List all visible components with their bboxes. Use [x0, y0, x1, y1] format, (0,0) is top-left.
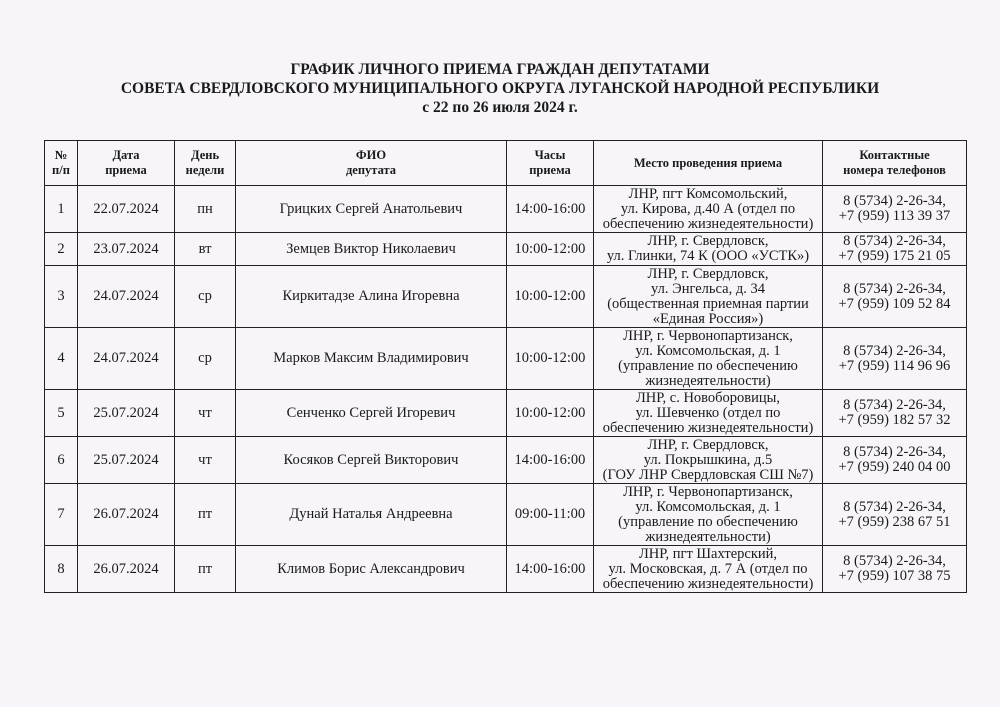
header-phones-line: номера телефонов — [843, 163, 946, 177]
header-date-line: Дата — [112, 148, 140, 162]
reception-place-line: ул. Комсомольская, д. 1 — [635, 498, 781, 515]
weekday: чт — [175, 437, 236, 484]
deputy-name: Сенченко Сергей Игоревич — [236, 390, 507, 437]
reception-date: 23.07.2024 — [78, 233, 175, 266]
table-row — [45, 390, 967, 437]
reception-place-line: (ГОУ ЛНР Свердловская СШ №7) — [602, 466, 814, 483]
reception-place-line: ЛНР, г. Свердловск, — [647, 233, 769, 249]
reception-place-line: ЛНР, г. Червонопартизанск, — [623, 483, 793, 500]
contact-phones — [823, 437, 967, 484]
reception-place-line: (управление по обеспечению — [618, 513, 798, 530]
row-number: 6 — [45, 437, 78, 484]
weekday: вт — [175, 233, 236, 266]
reception-place-line: ул. Покрышкина, д.5 — [643, 451, 773, 468]
schedule-table — [44, 140, 967, 593]
contact-phones-line: +7 (959) 113 39 37 — [838, 208, 951, 224]
reception-hours: 14:00-16:00 — [507, 437, 594, 484]
deputy-name: Киркитадзе Алина Игоревна — [236, 266, 507, 328]
row-number: 5 — [45, 390, 78, 437]
reception-date: 24.07.2024 — [78, 328, 175, 390]
contact-phones — [823, 546, 967, 593]
title-line-2: СОВЕТА СВЕРДЛОВСКОГО МУНИЦИПАЛЬНОГО ОКРУГА ЛУГАНСКОЙ НАРОДНОЙ РЕСПУБЛИКИ — [120, 80, 880, 97]
header-day-line: недели — [185, 163, 225, 177]
reception-place-line: ул. Комсомольская, д. 1 — [635, 342, 781, 359]
deputy-name: Дунай Наталья Андреевна — [236, 484, 507, 546]
reception-place-line: ул. Московская, д. 7 А (отдел по — [608, 560, 808, 577]
contact-phones-line: 8 (5734) 2-26-34, — [843, 280, 946, 297]
contact-phones-line: 8 (5734) 2-26-34, — [843, 498, 946, 515]
header-phones — [823, 141, 967, 186]
reception-place-line: обеспечению жизнедеятельности) — [602, 215, 814, 232]
header-day-line: День — [190, 148, 220, 162]
reception-place-line: (общественная приемная партии — [607, 295, 809, 312]
row-number: 4 — [45, 328, 78, 390]
header-name-line: депутата — [345, 163, 397, 177]
reception-place-line: обеспечению жизнедеятельности) — [602, 575, 814, 592]
reception-place-line: обеспечению жизнедеятельности) — [602, 419, 814, 436]
row-number: 1 — [45, 186, 78, 233]
contact-phones — [823, 186, 967, 233]
weekday: чт — [175, 390, 236, 437]
deputy-name: Климов Борис Александрович — [236, 546, 507, 593]
contact-phones-line: 8 (5734) 2-26-34, — [843, 553, 946, 569]
weekday: ср — [175, 266, 236, 328]
header-hours-line: приема — [529, 163, 571, 177]
weekday: ср — [175, 328, 236, 390]
table-row — [45, 484, 967, 546]
table-row — [45, 328, 967, 390]
reception-place-line: ЛНР, г. Червонопартизанск, — [623, 327, 793, 344]
reception-place — [594, 186, 823, 233]
reception-place — [594, 437, 823, 484]
reception-place-line: ул. Шевченко (отдел по — [635, 404, 781, 421]
reception-hours: 10:00-12:00 — [507, 266, 594, 328]
reception-place-line: ЛНР, г. Свердловск, — [647, 265, 769, 282]
reception-date: 26.07.2024 — [78, 484, 175, 546]
header-place-line: Место проведения приема — [633, 155, 783, 170]
reception-date: 25.07.2024 — [78, 390, 175, 437]
weekday: пн — [175, 186, 236, 233]
reception-place-line: ЛНР, пгт Шахтерский, — [638, 545, 778, 562]
reception-place — [594, 390, 823, 437]
reception-place-line: ул. Кирова, д.40 А (отдел по — [620, 200, 796, 217]
contact-phones — [823, 328, 967, 390]
table-row — [45, 546, 967, 593]
deputy-name: Косяков Сергей Викторович — [236, 437, 507, 484]
reception-date: 24.07.2024 — [78, 266, 175, 328]
header-num-line: № — [54, 148, 68, 162]
reception-hours: 10:00-12:00 — [507, 328, 594, 390]
row-number: 3 — [45, 266, 78, 328]
header-place — [594, 141, 823, 186]
reception-place — [594, 266, 823, 328]
contact-phones-line: +7 (959) 175 21 05 — [838, 248, 951, 264]
header-num-line: п/п — [52, 163, 70, 177]
header-phones-line: Контактные — [859, 148, 930, 162]
contact-phones-line: +7 (959) 107 38 75 — [838, 568, 951, 584]
weekday: пт — [175, 484, 236, 546]
reception-place — [594, 328, 823, 390]
header-num — [45, 141, 78, 186]
reception-place-line: ЛНР, г. Свердловск, — [647, 436, 769, 453]
contact-phones-line: 8 (5734) 2-26-34, — [843, 397, 946, 413]
reception-place-line: ул. Глинки, 74 К (ООО «УСТК») — [606, 248, 810, 264]
contact-phones — [823, 233, 967, 266]
header-hours-line: Часы — [534, 148, 566, 162]
contact-phones — [823, 484, 967, 546]
table-row — [45, 266, 967, 328]
table-row — [45, 437, 967, 484]
reception-date: 26.07.2024 — [78, 546, 175, 593]
weekday: пт — [175, 546, 236, 593]
header-name — [236, 141, 507, 186]
header-date-line: приема — [105, 163, 147, 177]
table-row — [45, 233, 967, 266]
contact-phones — [823, 266, 967, 328]
row-number: 8 — [45, 546, 78, 593]
title-line-1: ГРАФИК ЛИЧНОГО ПРИЕМА ГРАЖДАН ДЕПУТАТАМИ — [290, 61, 710, 78]
contact-phones — [823, 390, 967, 437]
reception-place-line: (управление по обеспечению — [618, 357, 798, 374]
deputy-name: Марков Максим Владимирович — [236, 328, 507, 390]
header-hours — [507, 141, 594, 186]
document-title — [0, 60, 1000, 117]
contact-phones-line: +7 (959) 240 04 00 — [838, 459, 951, 475]
reception-hours: 10:00-12:00 — [507, 233, 594, 266]
reception-place-line: жизнедеятельности) — [645, 528, 771, 545]
contact-phones-line: +7 (959) 114 96 96 — [838, 357, 951, 374]
contact-phones-line: 8 (5734) 2-26-34, — [843, 233, 946, 249]
reception-place — [594, 233, 823, 266]
table-body — [45, 186, 967, 593]
reception-place-line: жизнедеятельности) — [645, 372, 771, 389]
reception-place-line: ул. Энгельса, д. 34 — [651, 280, 765, 297]
reception-date: 22.07.2024 — [78, 186, 175, 233]
row-number: 7 — [45, 484, 78, 546]
contact-phones-line: 8 (5734) 2-26-34, — [843, 342, 946, 359]
table-row — [45, 186, 967, 233]
contact-phones-line: 8 (5734) 2-26-34, — [843, 444, 946, 460]
title-line-3: с 22 по 26 июля 2024 г. — [422, 99, 578, 116]
header-day — [175, 141, 236, 186]
contact-phones-line: +7 (959) 182 57 32 — [838, 412, 951, 428]
reception-place-line: ЛНР, с. Новоборовицы, — [635, 389, 781, 406]
reception-hours: 09:00-11:00 — [507, 484, 594, 546]
reception-place-line: ЛНР, пгт Комсомольский, — [628, 185, 788, 202]
reception-hours: 14:00-16:00 — [507, 546, 594, 593]
header-date — [78, 141, 175, 186]
deputy-name: Земцев Виктор Николаевич — [236, 233, 507, 266]
contact-phones-line: 8 (5734) 2-26-34, — [843, 193, 946, 209]
row-number: 2 — [45, 233, 78, 266]
reception-place — [594, 546, 823, 593]
table-header-row — [45, 141, 967, 186]
deputy-name: Грицких Сергей Анатольевич — [236, 186, 507, 233]
reception-hours: 10:00-12:00 — [507, 390, 594, 437]
reception-place — [594, 484, 823, 546]
contact-phones-line: +7 (959) 238 67 51 — [838, 513, 951, 530]
reception-date: 25.07.2024 — [78, 437, 175, 484]
reception-place-line: «Единая Россия») — [652, 310, 764, 327]
header-name-line: ФИО — [355, 148, 387, 162]
contact-phones-line: +7 (959) 109 52 84 — [838, 295, 951, 312]
reception-hours: 14:00-16:00 — [507, 186, 594, 233]
